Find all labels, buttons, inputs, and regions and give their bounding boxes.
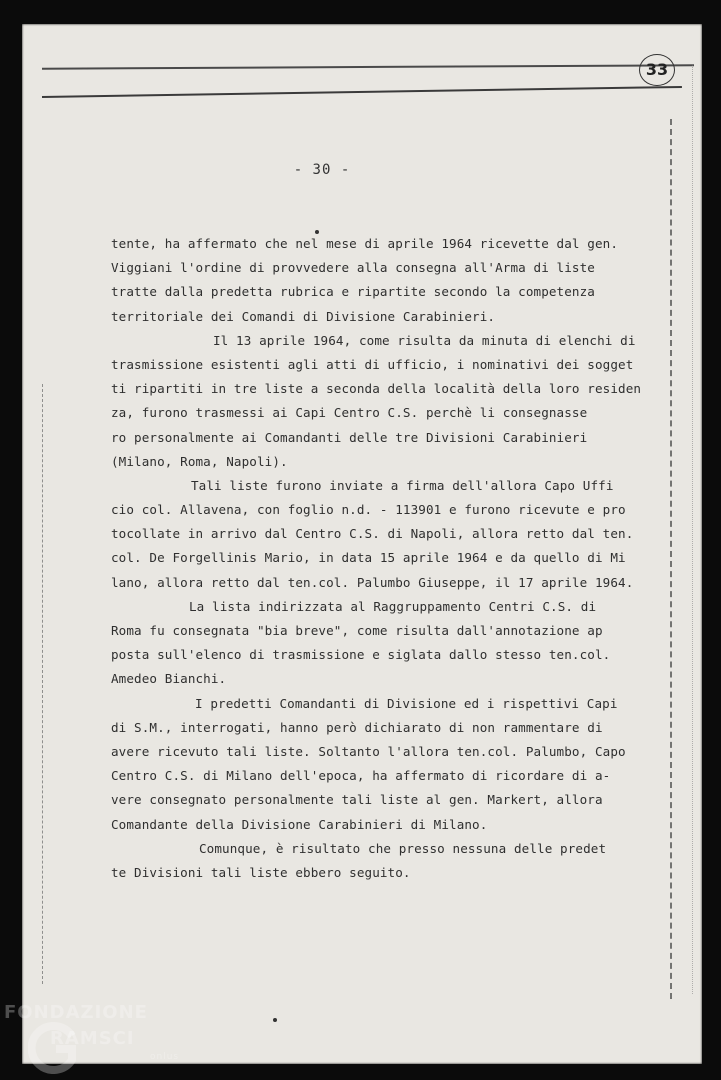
text-line: Tali liste furono inviate a firma dell'allora Capo Uffi bbox=[191, 477, 614, 493]
watermark-line1: FONDAZIONE bbox=[4, 1002, 148, 1023]
text-line: I predetti Comandanti di Divisione ed i rispettivi Capi bbox=[195, 695, 618, 711]
text-line: posta sull'elenco di trasmissione e siglata dallo stesso ten.col. bbox=[111, 647, 611, 663]
text-line: Viggiani l'ordine di provvedere alla consegna all'Arma di liste bbox=[111, 260, 595, 276]
text-line: vere consegnato personalmente tali liste al gen. Markert, allora bbox=[111, 792, 603, 808]
watermark-line2: RAMSCI bbox=[50, 1028, 135, 1049]
text-line: territoriale dei Comandi di Divisione Carabinieri. bbox=[111, 308, 496, 324]
page-number: - 30 - bbox=[293, 162, 351, 178]
text-line: (Milano, Roma, Napoli). bbox=[111, 453, 288, 469]
text-line: avere ricevuto tali liste. Soltanto l'allora ten.col. Palumbo, Capo bbox=[111, 743, 626, 759]
punch-dot bbox=[273, 1018, 277, 1022]
text-line: te Divisioni tali liste ebbero seguito. bbox=[111, 864, 411, 880]
text-line: ro personalmente ai Comandanti delle tre Divisioni Carabinieri bbox=[111, 429, 588, 445]
watermark-line3: onlus bbox=[150, 1052, 180, 1062]
text-line: Il 13 aprile 1964, come risulta da minuta di elenchi di bbox=[213, 332, 636, 348]
text-line: tocollate in arrivo dal Centro C.S. di Napoli, allora retto dal ten. bbox=[111, 526, 634, 542]
top-rule bbox=[42, 64, 694, 69]
text-line: Roma fu consegnata "bia breve", come risulta dall'annotazione ap bbox=[111, 623, 603, 638]
text-line: di S.M., interrogati, hanno però dichiarato di non rammentare di bbox=[111, 719, 603, 735]
text-line: Comandante della Divisione Carabinieri di Milano. bbox=[111, 816, 488, 832]
page-stamp: 33 bbox=[639, 54, 675, 86]
document-page bbox=[22, 24, 702, 1064]
top-rule-second bbox=[42, 86, 682, 98]
text-line: Amedeo Bianchi. bbox=[111, 671, 227, 687]
right-margin-line bbox=[670, 119, 672, 999]
text-line: La lista indirizzata al Raggruppamento Centri C.S. di bbox=[189, 598, 597, 614]
text-line: col. De Forgellinis Mario, in data 15 aprile 1964 e da quello di Mi bbox=[111, 550, 626, 566]
text-line: cio col. Allavena, con foglio n.d. - 113901 e furono ricevute e pro bbox=[111, 502, 626, 518]
text-line: Comunque, è risultato che presso nessuna delle predet bbox=[199, 840, 607, 856]
body-text bbox=[111, 232, 642, 885]
text-line: ti ripartiti in tre liste a seconda della località della loro residen bbox=[111, 381, 642, 397]
left-margin-line bbox=[42, 384, 43, 984]
right-edge-line bbox=[692, 64, 693, 994]
text-line: Centro C.S. di Milano dell'epoca, ha affermato di ricordare di a- bbox=[111, 768, 611, 784]
watermark-logo bbox=[4, 1002, 184, 1076]
text-line: lano, allora retto dal ten.col. Palumbo Giuseppe, il 17 aprile 1964. bbox=[111, 574, 634, 590]
text-line: tente, ha affermato che nel mese di aprile 1964 ricevette dal gen. bbox=[111, 236, 619, 251]
text-line: trasmissione esistenti agli atti di ufficio, i nominativi dei sogget bbox=[111, 356, 634, 372]
text-line: tratte dalla predetta rubrica e ripartite secondo la competenza bbox=[111, 284, 595, 300]
text-line: za, furono trasmessi ai Capi Centro C.S. perchè li consegnasse bbox=[111, 405, 588, 421]
